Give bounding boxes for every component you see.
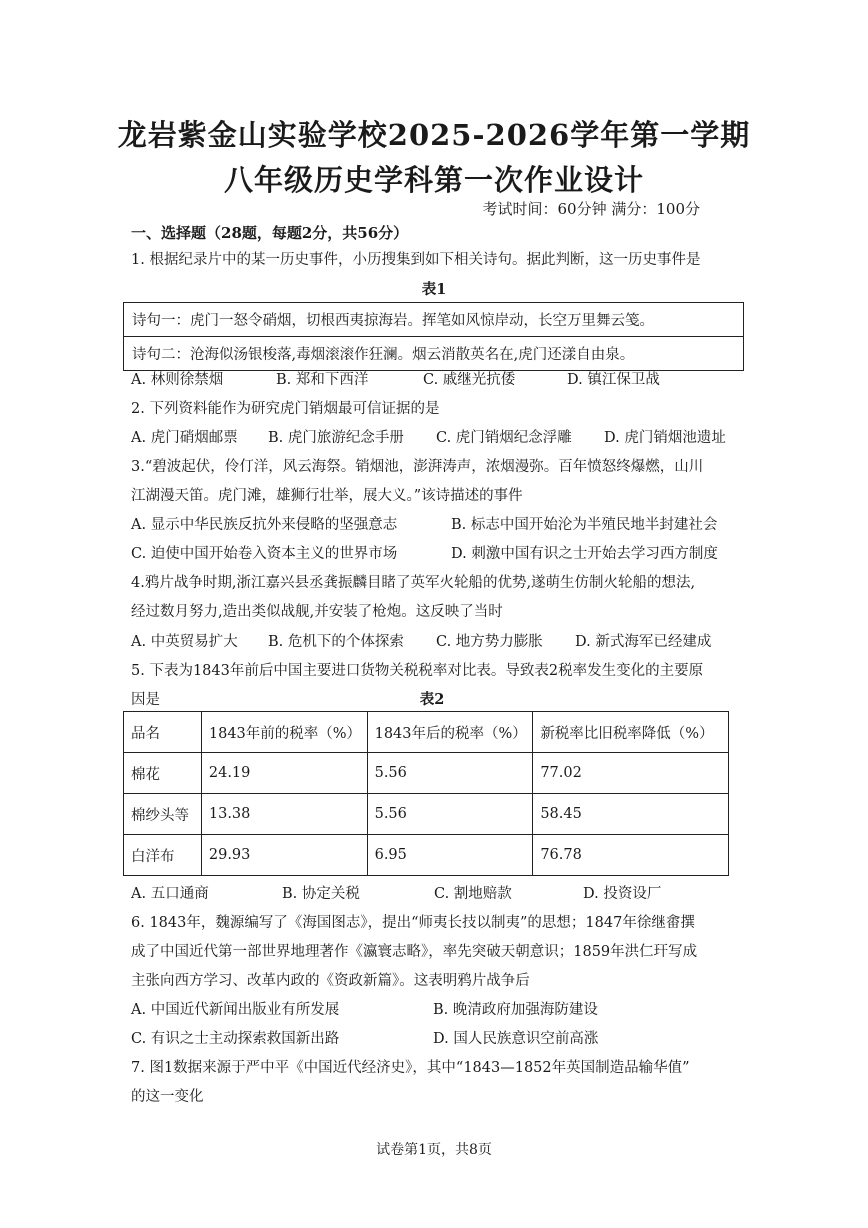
option-d[interactable]: D. 镇江保卫战 [567,372,660,388]
option-a[interactable]: A. 五口通商 [131,886,209,902]
table-cell: 白洋布 [124,835,202,876]
option-b[interactable]: B. 标志中国开始沦为半殖民地半封建社会 [451,517,718,533]
question-7-stem-line: 的这一变化 [131,1089,204,1105]
table-cell: 5.56 [367,794,533,835]
option-a[interactable]: A. 中英贸易扩大 [131,634,238,650]
question-6-stem-line: 成了中国近代第一部世界地理著作《瀛寰志略》，率先突破天朝意识；1859年洪仁玕写成 [131,944,698,960]
table-cell: 24.19 [201,753,367,794]
option-b[interactable]: B. 虎门旅游纪念手册 [268,430,404,446]
question-4-stem-line: 4.鸦片战争时期,浙江嘉兴县丞龚振麟目睹了英军火轮船的优势,遂萌生仿制火轮船的想法, [131,575,696,591]
table-cell: 13.38 [201,794,367,835]
table-cell: 77.02 [533,753,729,794]
table-cell: 棉花 [124,753,202,794]
table-cell: 诗句一：虎门一怒令硝烟，切根西夷掠海岩。挥笔如风惊岸动，长空万里舞云笺。 [124,303,744,337]
table-header-cell: 1843年后的税率（%） [367,712,533,753]
question-3-stem-line: 3.“碧波起伏，伶仃洋，风云海祭。销烟池，澎湃涛声，浓烟漫弥。百年愤怒终爆燃，山川 [131,459,704,475]
question-7-stem-line: 7. 图1数据来源于严中平《中国近代经济史》，其中“1843—1852年英国制造品输华值” [131,1060,690,1076]
table-cell: 棉纱头等 [124,794,202,835]
question-2-stem: 2. 下列资料能作为研究虎门销烟最可信证据的是 [131,401,440,417]
option-c[interactable]: C. 有识之士主动探索救国新出路 [131,1031,340,1047]
option-c[interactable]: C. 迫使中国开始卷入资本主义的世界市场 [131,546,398,562]
question-1-stem: 1. 根据纪录片中的某一历史事件，小历搜集到如下相关诗句。据此判断，这一历史事件是 [131,252,701,268]
question-3-stem-line: 江湖漫天笛。虎门滩，雄狮行壮举，展大义。”该诗描述的事件 [131,488,523,504]
option-d[interactable]: D. 新式海军已经建成 [575,634,712,650]
table-cell: 76.78 [533,835,729,876]
table-1-title: 表1 [421,281,447,298]
table-row [124,337,744,371]
table-cell: 58.45 [533,794,729,835]
option-d[interactable]: D. 刺激中国有识之士开始去学习西方制度 [451,546,718,562]
table-row [124,835,729,876]
option-d[interactable]: D. 虎门销烟池遗址 [604,430,726,446]
exam-info: 考试时间：60分钟 满分：100分 [482,200,700,218]
table-header-cell: 1843年前的税率（%） [201,712,367,753]
question-6-stem-line: 主张向西方学习、改革内政的《资政新篇》。这表明鸦片战争后 [131,973,530,989]
page-subtitle: 八年级历史学科第一次作业设计 [223,163,644,197]
question-5-stem-line: 5. 下表为1843年前后中国主要进口货物关税税率对比表。导致表2税率发生变化的主要原 [131,663,704,679]
page-footer: 试卷第1页，共8页 [376,1142,492,1158]
table-1 [123,302,744,371]
option-b[interactable]: B. 晚清政府加强海防建设 [433,1002,598,1018]
table-cell: 5.56 [367,753,533,794]
option-a[interactable]: A. 虎门硝烟邮票 [131,430,238,446]
table-2-title: 表2 [419,691,445,708]
option-c[interactable]: C. 地方势力膨胀 [436,634,543,650]
table-cell: 29.93 [201,835,367,876]
option-b[interactable]: B. 郑和下西洋 [276,372,369,388]
table-cell: 诗句二：沧海似汤银梭落,毒烟滚滚作狂澜。烟云消散英名在,虎门还漾自由泉。 [124,337,744,371]
table-header-cell: 品名 [124,712,202,753]
option-b[interactable]: B. 协定关税 [282,886,360,902]
question-6-stem-line: 6. 1843年，魏源编写了《海国图志》，提出“师夷长技以制夷”的思想；1847年徐继畬撰 [131,915,695,931]
question-5-stem-line: 因是 [131,692,160,708]
option-c[interactable]: C. 戚继光抗倭 [423,372,516,388]
section-heading: 一、选择题（28题，每题2分，共56分） [131,224,409,242]
option-d[interactable]: D. 投资设厂 [583,886,662,902]
table-header-cell: 新税率比旧税率降低（%） [533,712,729,753]
option-a[interactable]: A. 显示中华民族反抗外来侵略的坚强意志 [131,517,398,533]
table-cell: 6.95 [367,835,533,876]
table-row [124,303,744,337]
table-row [124,753,729,794]
option-c[interactable]: C. 虎门销烟纪念浮雕 [436,430,572,446]
option-a[interactable]: A. 中国近代新闻出版业有所发展 [131,1002,340,1018]
option-a[interactable]: A. 林则徐禁烟 [131,372,224,388]
table-2 [123,711,729,876]
table-row [124,794,729,835]
page-title: 龙岩紫金山实验学校2025-2026学年第一学期 [117,118,751,152]
option-d[interactable]: D. 国人民族意识空前高涨 [433,1031,599,1047]
option-c[interactable]: C. 割地赔款 [434,886,512,902]
option-b[interactable]: B. 危机下的个体探索 [268,634,404,650]
table-header-row [124,712,729,753]
question-4-stem-line: 经过数月努力,造出类似战舰,并安装了枪炮。这反映了当时 [131,604,503,620]
